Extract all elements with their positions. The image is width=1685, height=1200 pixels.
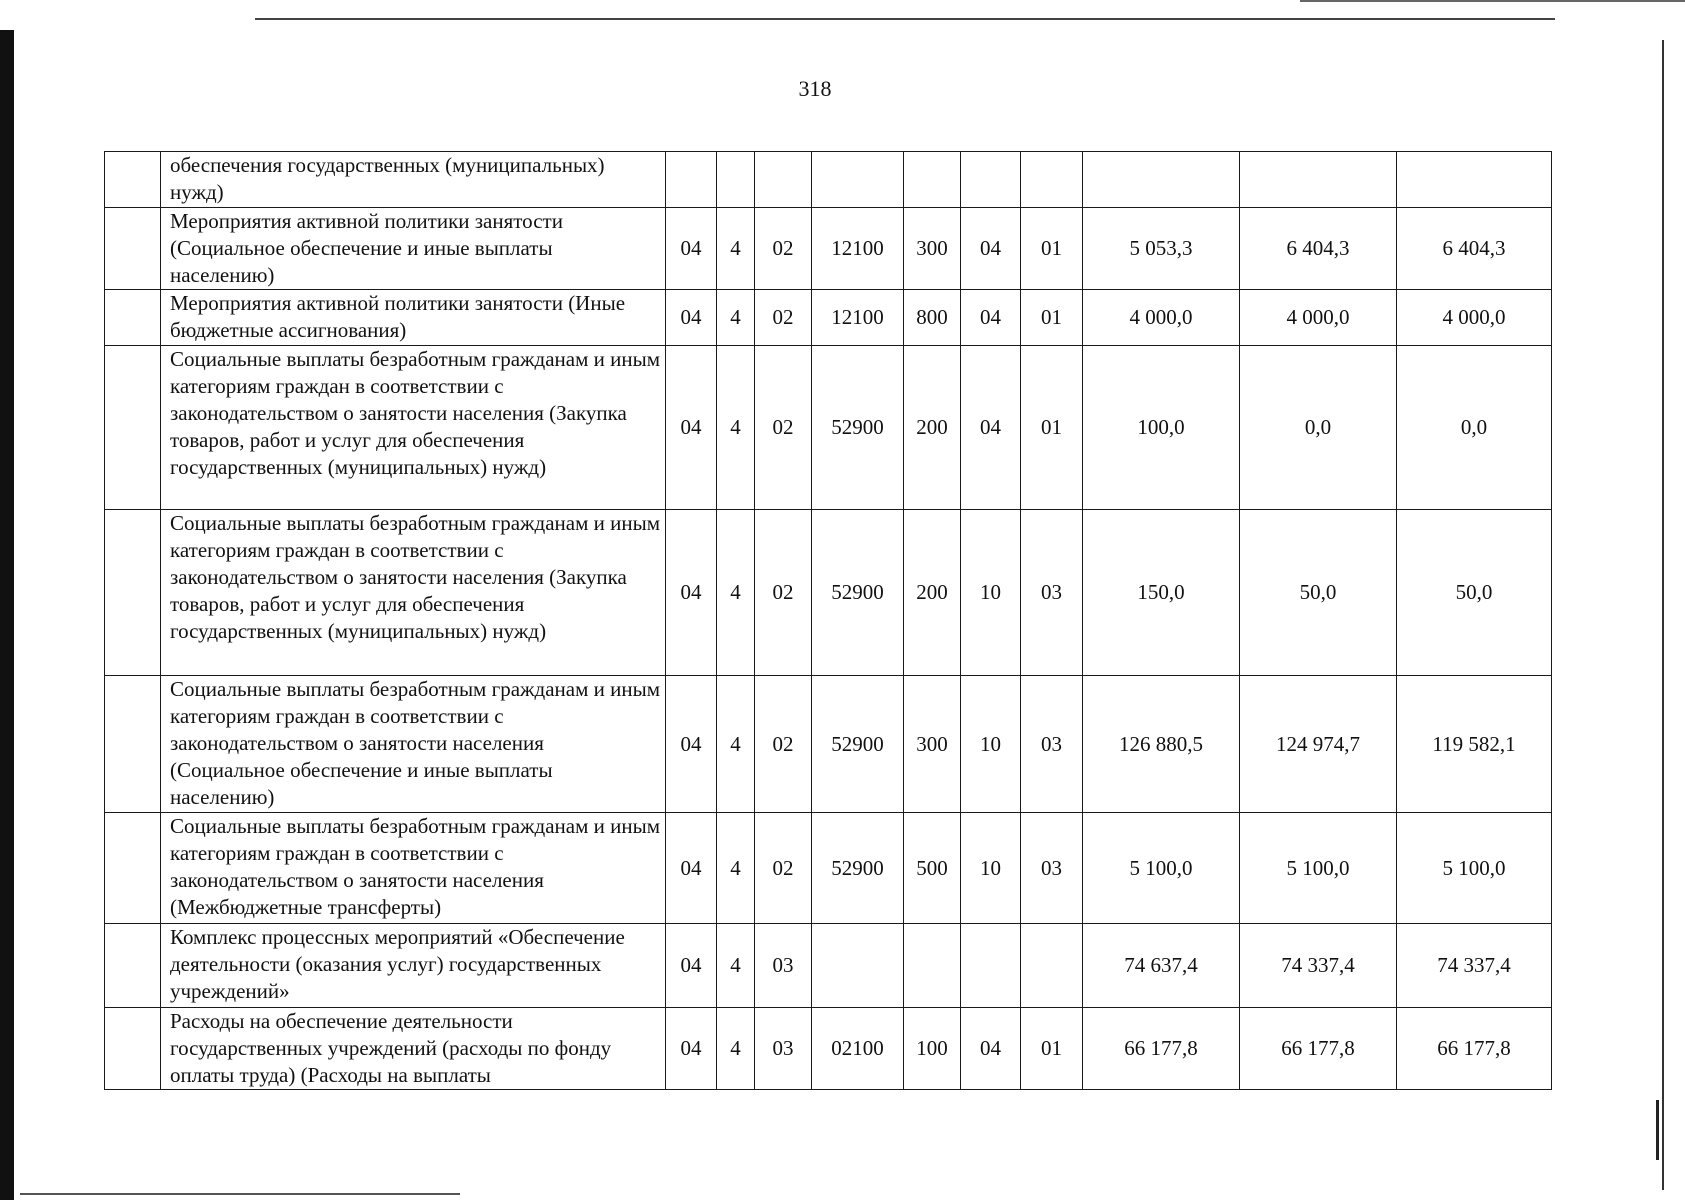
code-cell xyxy=(904,152,961,208)
code-cell: 4 xyxy=(717,208,755,290)
table-row xyxy=(105,152,1552,208)
page-number: 318 xyxy=(798,76,832,101)
amount-cell: 6 404,3 xyxy=(1240,208,1397,290)
table-row xyxy=(105,346,1552,510)
code-cell: 02 xyxy=(755,510,812,676)
scan-edge-right xyxy=(1662,40,1664,1190)
code-cell: 04 xyxy=(961,1008,1021,1090)
amount-cell xyxy=(1083,152,1240,208)
code-cell: 4 xyxy=(717,1008,755,1090)
code-cell: 300 xyxy=(904,676,961,813)
amount-cell: 0,0 xyxy=(1240,346,1397,510)
amount-cell xyxy=(1240,152,1397,208)
amount-cell: 5 100,0 xyxy=(1397,813,1552,924)
code-cell: 04 xyxy=(666,1008,717,1090)
code-cell: 04 xyxy=(666,510,717,676)
index-cell xyxy=(105,510,161,676)
code-cell: 4 xyxy=(717,346,755,510)
code-cell xyxy=(961,152,1021,208)
code-cell: 01 xyxy=(1021,208,1083,290)
code-cell: 03 xyxy=(1021,510,1083,676)
amount-cell: 4 000,0 xyxy=(1240,290,1397,346)
code-cell: 04 xyxy=(666,208,717,290)
description-cell: Мероприятия активной политики занятости (Социальное обеспечение и иные выплаты населению) xyxy=(161,208,666,290)
code-cell: 4 xyxy=(717,676,755,813)
index-cell xyxy=(105,290,161,346)
code-cell xyxy=(961,924,1021,1008)
table-row xyxy=(105,290,1552,346)
amount-cell: 4 000,0 xyxy=(1397,290,1552,346)
code-cell: 500 xyxy=(904,813,961,924)
code-cell xyxy=(812,924,904,1008)
index-cell xyxy=(105,208,161,290)
index-cell xyxy=(105,924,161,1008)
code-cell xyxy=(904,924,961,1008)
code-cell: 100 xyxy=(904,1008,961,1090)
amount-cell: 124 974,7 xyxy=(1240,676,1397,813)
code-cell: 12100 xyxy=(812,208,904,290)
code-cell: 10 xyxy=(961,676,1021,813)
code-cell: 04 xyxy=(961,290,1021,346)
code-cell: 200 xyxy=(904,510,961,676)
code-cell: 52900 xyxy=(812,813,904,924)
code-cell: 04 xyxy=(961,208,1021,290)
code-cell: 03 xyxy=(1021,813,1083,924)
index-cell xyxy=(105,346,161,510)
table-row xyxy=(105,676,1552,813)
code-cell: 02 xyxy=(755,676,812,813)
code-cell: 10 xyxy=(961,813,1021,924)
code-cell: 02100 xyxy=(812,1008,904,1090)
code-cell: 04 xyxy=(666,924,717,1008)
code-cell: 02 xyxy=(755,813,812,924)
code-cell: 800 xyxy=(904,290,961,346)
scan-edge-top xyxy=(255,18,1555,20)
code-cell: 4 xyxy=(717,290,755,346)
scan-edge-top-right xyxy=(1300,0,1685,2)
index-cell xyxy=(105,1008,161,1090)
code-cell xyxy=(755,152,812,208)
code-cell: 4 xyxy=(717,813,755,924)
code-cell: 03 xyxy=(1021,676,1083,813)
code-cell: 300 xyxy=(904,208,961,290)
description-cell: Социальные выплаты безработным гражданам и иным категориям граждан в соответствии с законодательством о занятости населения (Межбюджетные трансферты) xyxy=(161,813,666,924)
amount-cell: 6 404,3 xyxy=(1397,208,1552,290)
code-cell: 01 xyxy=(1021,346,1083,510)
code-cell: 04 xyxy=(961,346,1021,510)
code-cell: 04 xyxy=(666,346,717,510)
amount-cell: 5 100,0 xyxy=(1240,813,1397,924)
code-cell: 52900 xyxy=(812,676,904,813)
code-cell: 4 xyxy=(717,510,755,676)
amount-cell: 66 177,8 xyxy=(1083,1008,1240,1090)
table-row xyxy=(105,813,1552,924)
description-cell: Социальные выплаты безработным гражданам и иным категориям граждан в соответствии с законодательством о занятости населения (Социальное обеспечение и иные выплаты населению) xyxy=(161,676,666,813)
code-cell: 200 xyxy=(904,346,961,510)
amount-cell xyxy=(1397,152,1552,208)
code-cell: 52900 xyxy=(812,346,904,510)
code-cell xyxy=(1021,924,1083,1008)
code-cell: 02 xyxy=(755,346,812,510)
code-cell: 04 xyxy=(666,813,717,924)
code-cell: 03 xyxy=(755,1008,812,1090)
code-cell: 01 xyxy=(1021,1008,1083,1090)
index-cell xyxy=(105,676,161,813)
table-row xyxy=(105,208,1552,290)
code-cell: 02 xyxy=(755,208,812,290)
amount-cell: 50,0 xyxy=(1397,510,1552,676)
description-cell: Социальные выплаты безработным гражданам и иным категориям граждан в соответствии с законодательством о занятости населения (Закупка товаров, работ и услуг для обеспечения государственных (муниципальных) нужд) xyxy=(161,346,666,510)
amount-cell: 126 880,5 xyxy=(1083,676,1240,813)
amount-cell: 66 177,8 xyxy=(1240,1008,1397,1090)
amount-cell: 74 637,4 xyxy=(1083,924,1240,1008)
description-cell: Мероприятия активной политики занятости (Иные бюджетные ассигнования) xyxy=(161,290,666,346)
code-cell xyxy=(812,152,904,208)
amount-cell: 100,0 xyxy=(1083,346,1240,510)
code-cell: 12100 xyxy=(812,290,904,346)
scan-edge-left xyxy=(0,30,14,1200)
code-cell: 4 xyxy=(717,924,755,1008)
table-row xyxy=(105,924,1552,1008)
amount-cell: 66 177,8 xyxy=(1397,1008,1552,1090)
index-cell xyxy=(105,152,161,208)
amount-cell: 5 053,3 xyxy=(1083,208,1240,290)
amount-cell: 5 100,0 xyxy=(1083,813,1240,924)
amount-cell: 50,0 xyxy=(1240,510,1397,676)
table-row xyxy=(105,1008,1552,1090)
index-cell xyxy=(105,813,161,924)
code-cell: 52900 xyxy=(812,510,904,676)
code-cell: 03 xyxy=(755,924,812,1008)
code-cell: 02 xyxy=(755,290,812,346)
description-cell: Социальные выплаты безработным гражданам и иным категориям граждан в соответствии с законодательством о занятости населения (Закупка товаров, работ и услуг для обеспечения государственных (муниципальных) нужд) xyxy=(161,510,666,676)
code-cell xyxy=(717,152,755,208)
code-cell: 04 xyxy=(666,676,717,813)
description-cell: Расходы на обеспечение деятельности государственных учреждений (расходы по фонду оплаты труда) (Расходы на выплаты xyxy=(161,1008,666,1090)
amount-cell: 119 582,1 xyxy=(1397,676,1552,813)
table-row xyxy=(105,510,1552,676)
amount-cell: 150,0 xyxy=(1083,510,1240,676)
amount-cell: 4 000,0 xyxy=(1083,290,1240,346)
scan-edge-bottom xyxy=(20,1193,460,1195)
scan-edge-right-mark xyxy=(1656,1100,1659,1160)
code-cell: 04 xyxy=(666,290,717,346)
code-cell: 10 xyxy=(961,510,1021,676)
description-cell: Комплекс процессных мероприятий «Обеспечение деятельности (оказания услуг) государственных учреждений» xyxy=(161,924,666,1008)
amount-cell: 74 337,4 xyxy=(1397,924,1552,1008)
code-cell xyxy=(1021,152,1083,208)
budget-table xyxy=(104,151,1552,1090)
code-cell xyxy=(666,152,717,208)
description-cell: обеспечения государственных (муниципальных) нужд) xyxy=(161,152,666,208)
code-cell: 01 xyxy=(1021,290,1083,346)
amount-cell: 74 337,4 xyxy=(1240,924,1397,1008)
amount-cell: 0,0 xyxy=(1397,346,1552,510)
